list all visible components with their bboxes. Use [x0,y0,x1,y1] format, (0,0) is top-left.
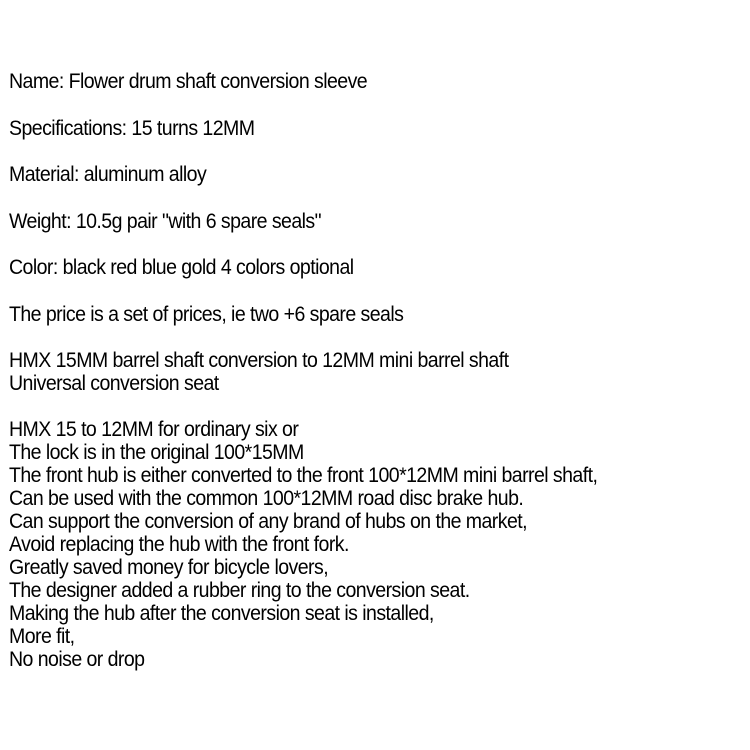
spec-weight: Weight: 10.5g pair "with 6 spare seals" [9,209,322,233]
description-line: The front hub is either converted to the front 100*12MM mini barrel shaft, [9,464,598,487]
spec-material: Material: aluminum alloy [9,163,207,186]
description-line: Can be used with the common 100*12MM road disc brake hub. [9,487,524,510]
description-line: HMX 15 to 12MM for ordinary six or [9,418,299,441]
description-line: The designer added a rubber ring to the conversion seat. [9,579,470,602]
description-line: Can support the conversion of any brand of hubs on the market, [9,510,528,533]
conversion-line: HMX 15MM barrel shaft conversion to 12MM mini barrel shaft [9,349,509,372]
description-block [9,418,745,671]
spec-price: The price is a set of prices, ie two +6 spare seals [9,302,404,326]
product-description [9,70,745,694]
description-line: The lock is in the original 100*15MM [9,441,304,464]
description-line: More fit, [9,625,75,648]
description-line: No noise or drop [9,648,145,671]
spec-name: Name: Flower drum shaft conversion sleeve [9,70,368,93]
conversion-line: Universal conversion seat [9,372,219,395]
description-line: Greatly saved money for bicycle lovers, [9,556,329,579]
description-line: Avoid replacing the hub with the front fork. [9,533,349,556]
description-line: Making the hub after the conversion seat is installed, [9,602,434,625]
spec-specifications: Specifications: 15 turns 12MM [9,116,255,140]
conversion-block [9,349,745,395]
spec-color: Color: black red blue gold 4 colors optional [9,256,354,279]
